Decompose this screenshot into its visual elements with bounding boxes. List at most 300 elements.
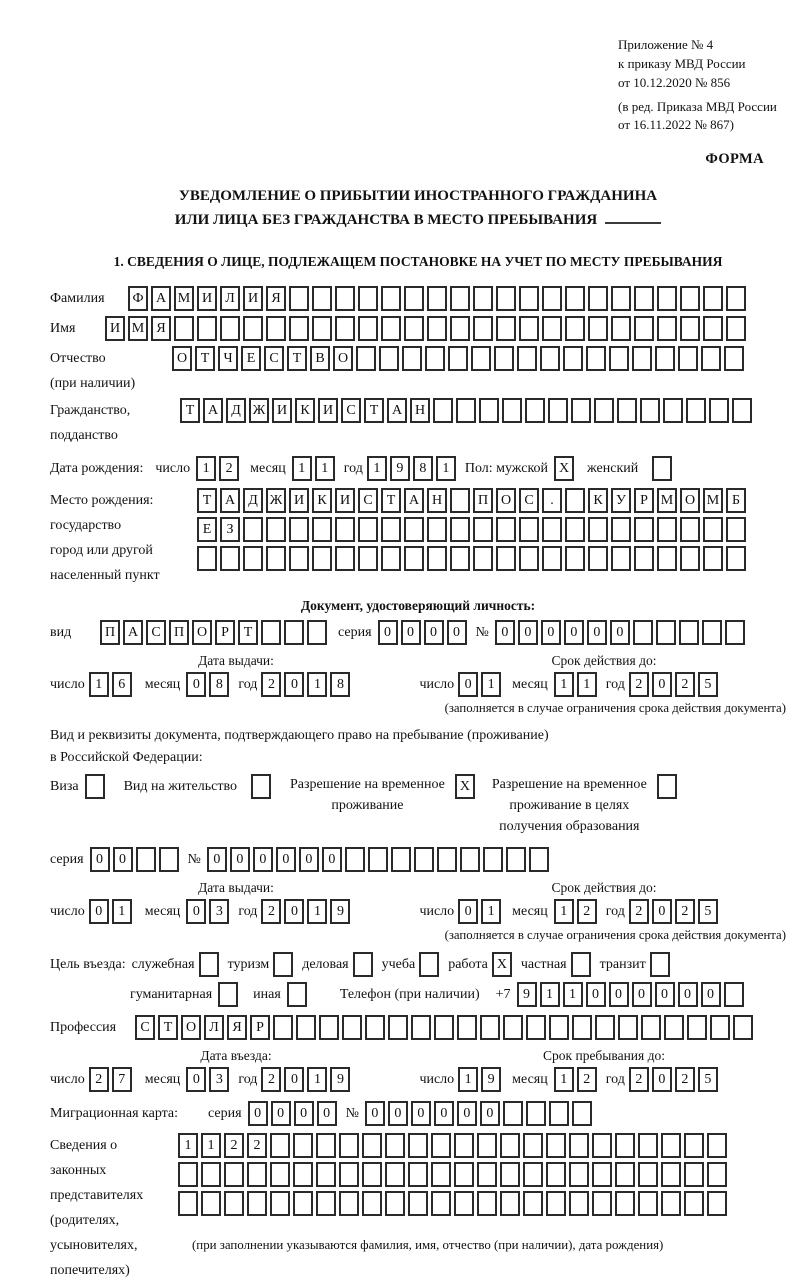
char-cell[interactable] — [500, 1162, 520, 1187]
gender-male-checkbox[interactable]: X — [554, 456, 574, 481]
char-cell[interactable] — [473, 546, 493, 571]
char-cell[interactable] — [657, 316, 677, 341]
char-cell[interactable] — [411, 1015, 431, 1040]
char-cell[interactable] — [663, 398, 683, 423]
char-cell[interactable]: 0 — [586, 982, 606, 1007]
char-cell[interactable]: 2 — [261, 672, 281, 697]
char-cell[interactable]: 0 — [276, 847, 296, 872]
char-cell[interactable]: Я — [266, 286, 286, 311]
char-cell[interactable] — [477, 1191, 497, 1216]
char-cell[interactable] — [615, 1191, 635, 1216]
purpose-official-checkbox[interactable] — [199, 952, 219, 977]
char-cell[interactable] — [703, 517, 723, 542]
purpose-work-checkbox[interactable]: X — [492, 952, 512, 977]
char-cell[interactable] — [368, 847, 388, 872]
char-cell[interactable]: Т — [381, 488, 401, 513]
char-cell[interactable] — [733, 1015, 753, 1040]
char-cell[interactable] — [609, 346, 629, 371]
char-cell[interactable]: О — [192, 620, 212, 645]
char-cell[interactable] — [450, 488, 470, 513]
char-cell[interactable] — [684, 1191, 704, 1216]
char-cell[interactable] — [726, 546, 746, 571]
char-cell[interactable]: 0 — [186, 672, 206, 697]
char-cell[interactable] — [335, 286, 355, 311]
char-cell[interactable] — [379, 346, 399, 371]
char-cell[interactable]: 1 — [201, 1133, 221, 1158]
char-cell[interactable]: 0 — [587, 620, 607, 645]
char-cell[interactable] — [456, 398, 476, 423]
char-cell[interactable] — [427, 316, 447, 341]
char-cell[interactable]: 1 — [436, 456, 456, 481]
char-cell[interactable] — [703, 286, 723, 311]
char-cell[interactable] — [266, 316, 286, 341]
char-cell[interactable] — [270, 1191, 290, 1216]
char-cell[interactable] — [496, 546, 516, 571]
char-cell[interactable] — [178, 1191, 198, 1216]
char-cell[interactable]: 0 — [365, 1101, 385, 1126]
char-cell[interactable]: Е — [241, 346, 261, 371]
char-cell[interactable]: 0 — [655, 982, 675, 1007]
char-cell[interactable]: Л — [204, 1015, 224, 1040]
char-cell[interactable] — [638, 1162, 658, 1187]
char-cell[interactable]: 0 — [564, 620, 584, 645]
char-cell[interactable] — [588, 517, 608, 542]
char-cell[interactable] — [542, 517, 562, 542]
char-cell[interactable]: О — [172, 346, 192, 371]
char-cell[interactable] — [431, 1133, 451, 1158]
char-cell[interactable] — [365, 1015, 385, 1040]
char-cell[interactable]: 0 — [434, 1101, 454, 1126]
char-cell[interactable] — [473, 316, 493, 341]
char-cell[interactable] — [174, 316, 194, 341]
char-cell[interactable] — [342, 1015, 362, 1040]
char-cell[interactable] — [404, 286, 424, 311]
option-temp-residence-checkbox[interactable]: X — [455, 774, 475, 799]
char-cell[interactable]: 0 — [424, 620, 444, 645]
char-cell[interactable]: Ж — [249, 398, 269, 423]
char-cell[interactable] — [632, 346, 652, 371]
char-cell[interactable] — [293, 1162, 313, 1187]
char-cell[interactable]: Т — [158, 1015, 178, 1040]
char-cell[interactable] — [220, 546, 240, 571]
char-cell[interactable]: 0 — [230, 847, 250, 872]
char-cell[interactable]: 3 — [209, 899, 229, 924]
char-cell[interactable] — [657, 517, 677, 542]
char-cell[interactable] — [247, 1162, 267, 1187]
char-cell[interactable] — [289, 546, 309, 571]
char-cell[interactable]: 0 — [322, 847, 342, 872]
char-cell[interactable] — [293, 1191, 313, 1216]
char-cell[interactable] — [224, 1191, 244, 1216]
char-cell[interactable]: 2 — [675, 1067, 695, 1092]
char-cell[interactable]: Н — [410, 398, 430, 423]
char-cell[interactable] — [569, 1191, 589, 1216]
char-cell[interactable] — [664, 1015, 684, 1040]
char-cell[interactable] — [503, 1015, 523, 1040]
option-temp-residence-education-checkbox[interactable] — [657, 774, 677, 799]
char-cell[interactable]: И — [335, 488, 355, 513]
char-cell[interactable]: 0 — [284, 1067, 304, 1092]
char-cell[interactable]: 0 — [458, 672, 478, 697]
char-cell[interactable] — [335, 517, 355, 542]
char-cell[interactable]: 1 — [178, 1133, 198, 1158]
char-cell[interactable] — [506, 847, 526, 872]
char-cell[interactable]: 0 — [480, 1101, 500, 1126]
char-cell[interactable] — [594, 398, 614, 423]
char-cell[interactable]: 1 — [554, 899, 574, 924]
char-cell[interactable]: 9 — [390, 456, 410, 481]
char-cell[interactable] — [684, 1162, 704, 1187]
char-cell[interactable]: К — [295, 398, 315, 423]
char-cell[interactable] — [701, 346, 721, 371]
char-cell[interactable]: 0 — [411, 1101, 431, 1126]
char-cell[interactable]: И — [243, 286, 263, 311]
char-cell[interactable]: 9 — [517, 982, 537, 1007]
char-cell[interactable] — [460, 847, 480, 872]
char-cell[interactable]: 1 — [458, 1067, 478, 1092]
char-cell[interactable]: О — [496, 488, 516, 513]
char-cell[interactable] — [634, 546, 654, 571]
char-cell[interactable] — [362, 1191, 382, 1216]
char-cell[interactable]: 0 — [284, 672, 304, 697]
char-cell[interactable]: 0 — [495, 620, 515, 645]
char-cell[interactable]: 3 — [209, 1067, 229, 1092]
char-cell[interactable] — [540, 346, 560, 371]
char-cell[interactable] — [724, 346, 744, 371]
char-cell[interactable]: 0 — [378, 620, 398, 645]
char-cell[interactable] — [611, 517, 631, 542]
char-cell[interactable] — [427, 517, 447, 542]
char-cell[interactable] — [270, 1162, 290, 1187]
char-cell[interactable] — [569, 1162, 589, 1187]
purpose-transit-checkbox[interactable] — [650, 952, 670, 977]
char-cell[interactable]: Е — [197, 517, 217, 542]
char-cell[interactable] — [159, 847, 179, 872]
char-cell[interactable]: 2 — [629, 899, 649, 924]
char-cell[interactable] — [546, 1133, 566, 1158]
char-cell[interactable] — [243, 517, 263, 542]
char-cell[interactable]: У — [611, 488, 631, 513]
char-cell[interactable]: Н — [427, 488, 447, 513]
char-cell[interactable] — [457, 1015, 477, 1040]
char-cell[interactable] — [296, 1015, 316, 1040]
char-cell[interactable] — [450, 286, 470, 311]
option-residence-permit-checkbox[interactable] — [251, 774, 271, 799]
char-cell[interactable]: А — [123, 620, 143, 645]
purpose-other-checkbox[interactable] — [287, 982, 307, 1007]
char-cell[interactable] — [479, 398, 499, 423]
char-cell[interactable] — [592, 1162, 612, 1187]
char-cell[interactable] — [633, 620, 653, 645]
char-cell[interactable]: 0 — [518, 620, 538, 645]
char-cell[interactable] — [450, 517, 470, 542]
char-cell[interactable] — [641, 1015, 661, 1040]
char-cell[interactable]: 0 — [609, 982, 629, 1007]
char-cell[interactable] — [316, 1133, 336, 1158]
char-cell[interactable]: А — [151, 286, 171, 311]
char-cell[interactable]: 1 — [315, 456, 335, 481]
char-cell[interactable]: 0 — [207, 847, 227, 872]
char-cell[interactable] — [289, 316, 309, 341]
char-cell[interactable]: Д — [243, 488, 263, 513]
char-cell[interactable]: 1 — [307, 899, 327, 924]
char-cell[interactable] — [312, 286, 332, 311]
char-cell[interactable] — [726, 286, 746, 311]
char-cell[interactable] — [136, 847, 156, 872]
char-cell[interactable]: 0 — [388, 1101, 408, 1126]
char-cell[interactable] — [197, 546, 217, 571]
char-cell[interactable]: 2 — [89, 1067, 109, 1092]
char-cell[interactable] — [680, 316, 700, 341]
char-cell[interactable] — [519, 316, 539, 341]
char-cell[interactable]: 0 — [299, 847, 319, 872]
char-cell[interactable]: Я — [227, 1015, 247, 1040]
char-cell[interactable] — [517, 346, 537, 371]
char-cell[interactable]: 6 — [112, 672, 132, 697]
char-cell[interactable]: А — [387, 398, 407, 423]
char-cell[interactable]: 8 — [209, 672, 229, 697]
char-cell[interactable]: 1 — [577, 672, 597, 697]
char-cell[interactable] — [657, 546, 677, 571]
char-cell[interactable] — [319, 1015, 339, 1040]
char-cell[interactable] — [243, 316, 263, 341]
char-cell[interactable]: 1 — [554, 1067, 574, 1092]
char-cell[interactable] — [526, 1101, 546, 1126]
char-cell[interactable] — [611, 546, 631, 571]
char-cell[interactable] — [266, 517, 286, 542]
char-cell[interactable] — [339, 1191, 359, 1216]
char-cell[interactable] — [494, 346, 514, 371]
char-cell[interactable] — [388, 1015, 408, 1040]
char-cell[interactable] — [477, 1162, 497, 1187]
char-cell[interactable] — [433, 398, 453, 423]
char-cell[interactable] — [201, 1191, 221, 1216]
char-cell[interactable] — [588, 546, 608, 571]
char-cell[interactable]: 0 — [458, 899, 478, 924]
char-cell[interactable] — [473, 517, 493, 542]
char-cell[interactable]: П — [169, 620, 189, 645]
char-cell[interactable] — [586, 346, 606, 371]
char-cell[interactable] — [565, 488, 585, 513]
char-cell[interactable] — [385, 1191, 405, 1216]
char-cell[interactable] — [402, 346, 422, 371]
char-cell[interactable]: 2 — [247, 1133, 267, 1158]
char-cell[interactable]: 0 — [89, 899, 109, 924]
char-cell[interactable]: 7 — [112, 1067, 132, 1092]
char-cell[interactable] — [526, 1015, 546, 1040]
char-cell[interactable]: Т — [238, 620, 258, 645]
char-cell[interactable] — [710, 1015, 730, 1040]
char-cell[interactable]: 1 — [307, 1067, 327, 1092]
char-cell[interactable] — [549, 1101, 569, 1126]
char-cell[interactable]: Т — [180, 398, 200, 423]
char-cell[interactable] — [496, 316, 516, 341]
char-cell[interactable] — [362, 1133, 382, 1158]
char-cell[interactable] — [408, 1162, 428, 1187]
char-cell[interactable] — [220, 316, 240, 341]
char-cell[interactable] — [634, 286, 654, 311]
char-cell[interactable]: С — [341, 398, 361, 423]
char-cell[interactable]: М — [703, 488, 723, 513]
char-cell[interactable] — [569, 1133, 589, 1158]
char-cell[interactable] — [356, 346, 376, 371]
char-cell[interactable]: Р — [634, 488, 654, 513]
char-cell[interactable] — [542, 546, 562, 571]
char-cell[interactable] — [503, 1101, 523, 1126]
char-cell[interactable]: 0 — [90, 847, 110, 872]
char-cell[interactable] — [565, 316, 585, 341]
char-cell[interactable]: 5 — [698, 1067, 718, 1092]
char-cell[interactable] — [519, 546, 539, 571]
char-cell[interactable] — [709, 398, 729, 423]
char-cell[interactable]: Ф — [128, 286, 148, 311]
char-cell[interactable] — [307, 620, 327, 645]
char-cell[interactable]: О — [333, 346, 353, 371]
char-cell[interactable] — [546, 1191, 566, 1216]
char-cell[interactable] — [542, 286, 562, 311]
char-cell[interactable]: 0 — [652, 899, 672, 924]
char-cell[interactable] — [638, 1133, 658, 1158]
char-cell[interactable]: 1 — [554, 672, 574, 697]
char-cell[interactable]: А — [404, 488, 424, 513]
char-cell[interactable]: И — [318, 398, 338, 423]
char-cell[interactable] — [680, 546, 700, 571]
char-cell[interactable] — [678, 346, 698, 371]
char-cell[interactable]: 2 — [577, 1067, 597, 1092]
char-cell[interactable] — [358, 546, 378, 571]
purpose-humanitarian-checkbox[interactable] — [218, 982, 238, 1007]
char-cell[interactable] — [702, 620, 722, 645]
char-cell[interactable] — [686, 398, 706, 423]
char-cell[interactable] — [178, 1162, 198, 1187]
char-cell[interactable] — [661, 1162, 681, 1187]
char-cell[interactable] — [454, 1162, 474, 1187]
char-cell[interactable] — [707, 1191, 727, 1216]
char-cell[interactable]: 8 — [413, 456, 433, 481]
char-cell[interactable]: Р — [250, 1015, 270, 1040]
char-cell[interactable] — [548, 398, 568, 423]
char-cell[interactable] — [358, 316, 378, 341]
char-cell[interactable] — [381, 546, 401, 571]
char-cell[interactable]: С — [264, 346, 284, 371]
char-cell[interactable] — [316, 1191, 336, 1216]
char-cell[interactable] — [529, 847, 549, 872]
char-cell[interactable]: 0 — [447, 620, 467, 645]
char-cell[interactable]: 0 — [248, 1101, 268, 1126]
char-cell[interactable] — [284, 620, 304, 645]
char-cell[interactable] — [679, 620, 699, 645]
char-cell[interactable]: 5 — [698, 672, 718, 697]
char-cell[interactable] — [523, 1191, 543, 1216]
char-cell[interactable] — [565, 546, 585, 571]
char-cell[interactable] — [473, 286, 493, 311]
char-cell[interactable]: Т — [287, 346, 307, 371]
char-cell[interactable] — [549, 1015, 569, 1040]
char-cell[interactable] — [500, 1191, 520, 1216]
char-cell[interactable]: 0 — [401, 620, 421, 645]
char-cell[interactable] — [680, 517, 700, 542]
char-cell[interactable]: И — [289, 488, 309, 513]
char-cell[interactable] — [224, 1162, 244, 1187]
char-cell[interactable]: 0 — [541, 620, 561, 645]
char-cell[interactable] — [381, 517, 401, 542]
char-cell[interactable]: 2 — [219, 456, 239, 481]
char-cell[interactable] — [572, 1015, 592, 1040]
char-cell[interactable]: Т — [364, 398, 384, 423]
char-cell[interactable] — [381, 286, 401, 311]
char-cell[interactable] — [385, 1133, 405, 1158]
char-cell[interactable] — [483, 847, 503, 872]
char-cell[interactable]: 0 — [186, 899, 206, 924]
char-cell[interactable] — [450, 316, 470, 341]
char-cell[interactable]: К — [312, 488, 332, 513]
char-cell[interactable]: М — [174, 286, 194, 311]
char-cell[interactable]: 9 — [330, 899, 350, 924]
char-cell[interactable] — [525, 398, 545, 423]
char-cell[interactable]: 5 — [698, 899, 718, 924]
option-visa-checkbox[interactable] — [85, 774, 105, 799]
char-cell[interactable] — [243, 546, 263, 571]
char-cell[interactable]: 0 — [652, 1067, 672, 1092]
char-cell[interactable] — [542, 316, 562, 341]
char-cell[interactable]: Ч — [218, 346, 238, 371]
char-cell[interactable] — [431, 1162, 451, 1187]
char-cell[interactable]: 1 — [481, 899, 501, 924]
char-cell[interactable] — [611, 286, 631, 311]
char-cell[interactable] — [408, 1133, 428, 1158]
char-cell[interactable] — [611, 316, 631, 341]
char-cell[interactable]: Д — [226, 398, 246, 423]
char-cell[interactable] — [404, 546, 424, 571]
char-cell[interactable] — [312, 517, 332, 542]
char-cell[interactable]: П — [473, 488, 493, 513]
char-cell[interactable] — [247, 1191, 267, 1216]
char-cell[interactable]: 1 — [292, 456, 312, 481]
char-cell[interactable] — [273, 1015, 293, 1040]
char-cell[interactable] — [502, 398, 522, 423]
char-cell[interactable] — [592, 1133, 612, 1158]
char-cell[interactable] — [703, 316, 723, 341]
char-cell[interactable]: И — [272, 398, 292, 423]
char-cell[interactable] — [197, 316, 217, 341]
char-cell[interactable] — [293, 1133, 313, 1158]
char-cell[interactable]: С — [519, 488, 539, 513]
char-cell[interactable]: И — [105, 316, 125, 341]
char-cell[interactable] — [431, 1191, 451, 1216]
char-cell[interactable]: Я — [151, 316, 171, 341]
char-cell[interactable]: С — [135, 1015, 155, 1040]
char-cell[interactable]: А — [203, 398, 223, 423]
char-cell[interactable]: 2 — [577, 899, 597, 924]
char-cell[interactable] — [657, 286, 677, 311]
char-cell[interactable]: Б — [726, 488, 746, 513]
char-cell[interactable]: 2 — [261, 899, 281, 924]
char-cell[interactable] — [358, 517, 378, 542]
char-cell[interactable] — [261, 620, 281, 645]
char-cell[interactable]: О — [680, 488, 700, 513]
char-cell[interactable] — [724, 982, 744, 1007]
char-cell[interactable] — [680, 286, 700, 311]
char-cell[interactable] — [496, 286, 516, 311]
char-cell[interactable]: 2 — [629, 1067, 649, 1092]
char-cell[interactable] — [588, 316, 608, 341]
char-cell[interactable] — [335, 316, 355, 341]
char-cell[interactable]: 0 — [632, 982, 652, 1007]
char-cell[interactable]: 2 — [224, 1133, 244, 1158]
char-cell[interactable] — [427, 546, 447, 571]
char-cell[interactable]: И — [197, 286, 217, 311]
char-cell[interactable] — [339, 1133, 359, 1158]
